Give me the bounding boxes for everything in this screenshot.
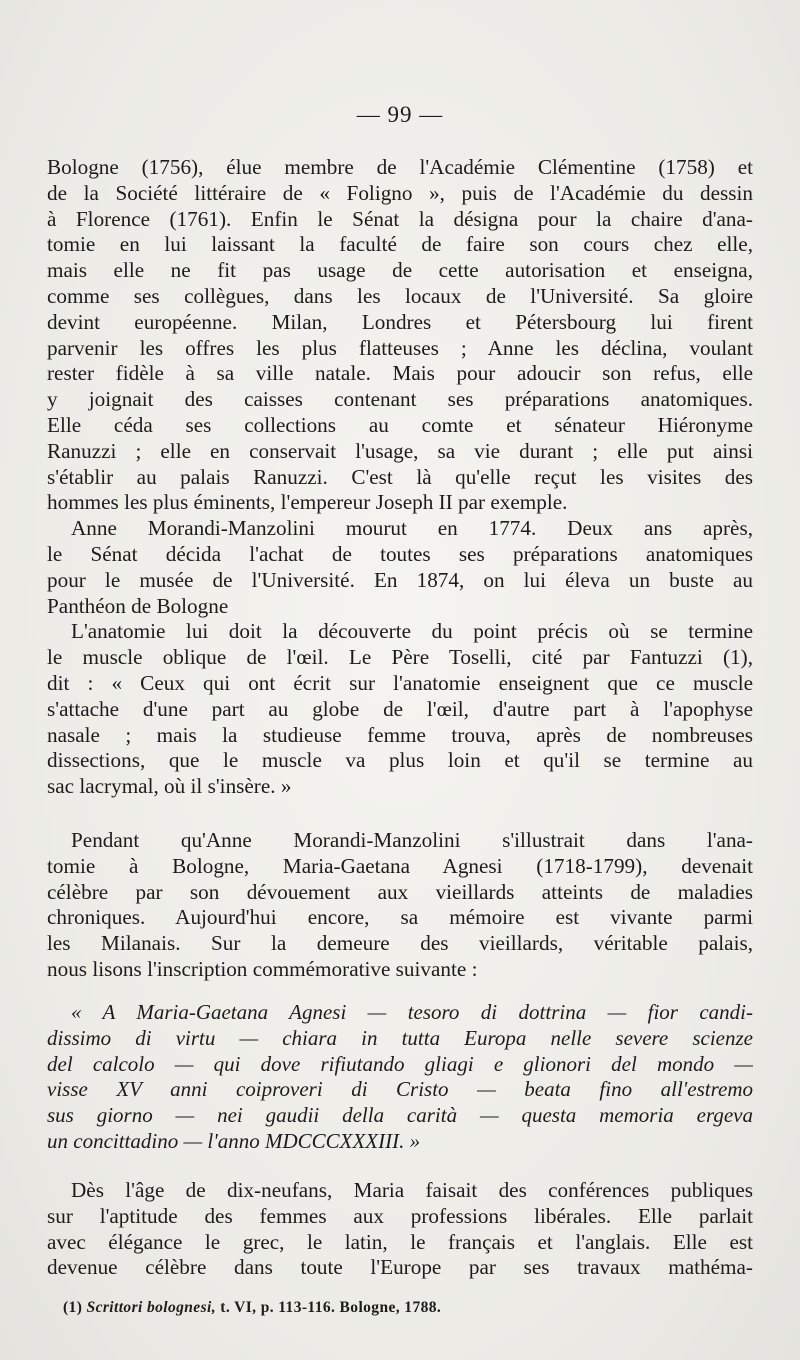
text-line: chroniques. Aujourd'hui encore, sa mémoire est vivante parmi [47,905,753,930]
text-line: Bologne (1756), élue membre de l'Académie Clémentine (1758) et [47,155,753,179]
text-line: le Sénat décida l'achat de toutes ses préparations anatomiques [47,541,753,566]
text-line: y joignait des caisses contenant ses préparations anatomiques. [47,387,753,412]
text-line: un concittadino — l'anno MDCCCXXXIII. » [47,1128,421,1153]
text-line: pour le musée de l'Université. En 1874, on lui éleva un buste au [47,567,753,592]
text-line: Panthéon de Bologne [47,593,229,618]
text-line: rester fidèle à sa ville natale. Mais pour adoucir son refus, elle [47,361,753,386]
text-line: L'anatomie lui doit la découverte du point précis où se termine [71,619,753,644]
text-line: dit : « Ceux qui ont écrit sur l'anatomie enseignent que ce muscle [47,670,753,695]
text-line: tomie à Bologne, Maria-Gaetana Agnesi (1718-1799), devenait [47,853,753,878]
text-line: nasale ; mais la studieuse femme trouva, après de nombreuses [47,722,753,747]
text-line: Ranuzzi ; elle en conservait l'usage, sa vie durant ; elle put ainsi [47,438,753,463]
text-line: dissections, que le muscle va plus loin et qu'il se termine au [47,748,753,773]
text-line: de la Société littéraire de « Foligno », puis de l'Académie du dessin [47,180,753,205]
text-line: devenue célèbre dans toute l'Europe par ses travaux mathéma- [47,1255,753,1280]
text-line: célèbre par son dévouement aux vieillards atteints de maladies [47,879,753,904]
paragraph-maria [47,1178,753,1281]
footnote [63,1299,441,1317]
text-line: hommes les plus éminents, l'empereur Joseph II par exemple. [47,490,568,515]
text-line: le muscle oblique de l'œil. Le Père Toselli, cité par Fantuzzi (1), [47,645,753,670]
paragraph-agnesi [47,828,753,983]
text-line: sur l'aptitude des femmes aux professions libérales. Elle parlait [47,1203,753,1228]
main-text-top [47,155,753,800]
footnote-reference: t. VI, p. 113-116. Bologne, 1788. [220,1299,442,1316]
text-line: Anne Morandi-Manzolini mourut en 1774. Deux ans après, [71,516,753,541]
text-line: dissimo di virtu — chiara in tutta Europa nelle severe scienze [47,1025,753,1050]
text-line: parvenir les offres les plus flatteuses ; Anne les déclina, voulant [47,335,753,360]
footnote-title: Scrittori bolognesi, [86,1299,216,1316]
text-line: Pendant qu'Anne Morandi-Manzolini s'illustrait dans l'ana- [71,828,753,852]
text-line: Elle céda ses collections au comte et sénateur Hiéronyme [47,412,753,437]
text-line: sus giorno — nei gaudii della carità — questa memoria ergeva [47,1103,753,1128]
inscription-quote [47,1000,753,1155]
page-number: — 99 — [356,102,444,127]
footnote-marker: (1) [63,1299,83,1316]
text-line: s'attache d'une part au globe de l'œil, d'autre part à l'apophyse [47,696,753,721]
text-line: Dès l'âge de dix-neufans, Maria faisait des conférences publiques [71,1178,753,1202]
text-line: s'établir au palais Ranuzzi. C'est là qu'elle reçut les visites des [47,464,753,489]
text-line: devint européenne. Milan, Londres et Pétersbourg lui firent [47,309,753,334]
text-line: sac lacrymal, où il s'insère. » [47,774,292,799]
text-line: les Milanais. Sur la demeure des vieillards, véritable palais, [47,931,753,956]
text-line: « A Maria-Gaetana Agnesi — tesoro di dottrina — fior candi- [71,1000,753,1024]
text-line: nous lisons l'inscription commémorative suivante : [47,956,478,981]
text-line: mais elle ne fit pas usage de cette autorisation et enseigna, [47,258,753,283]
text-line: del calcolo — qui dove rifiutando gliagi e glionori del mondo — [47,1051,753,1076]
text-line: avec élégance le grec, le latin, le français et l'anglais. Elle est [47,1229,753,1254]
text-line: à Florence (1761). Enfin le Sénat la désigna pour la chaire d'ana- [47,206,753,231]
text-line: comme ses collègues, dans les locaux de l'Université. Sa gloire [47,283,753,308]
text-line: tomie en lui laissant la faculté de faire son cours chez elle, [47,232,753,257]
text-line: visse XV anni coiproveri di Cristo — beata fino all'estremo [47,1077,753,1102]
